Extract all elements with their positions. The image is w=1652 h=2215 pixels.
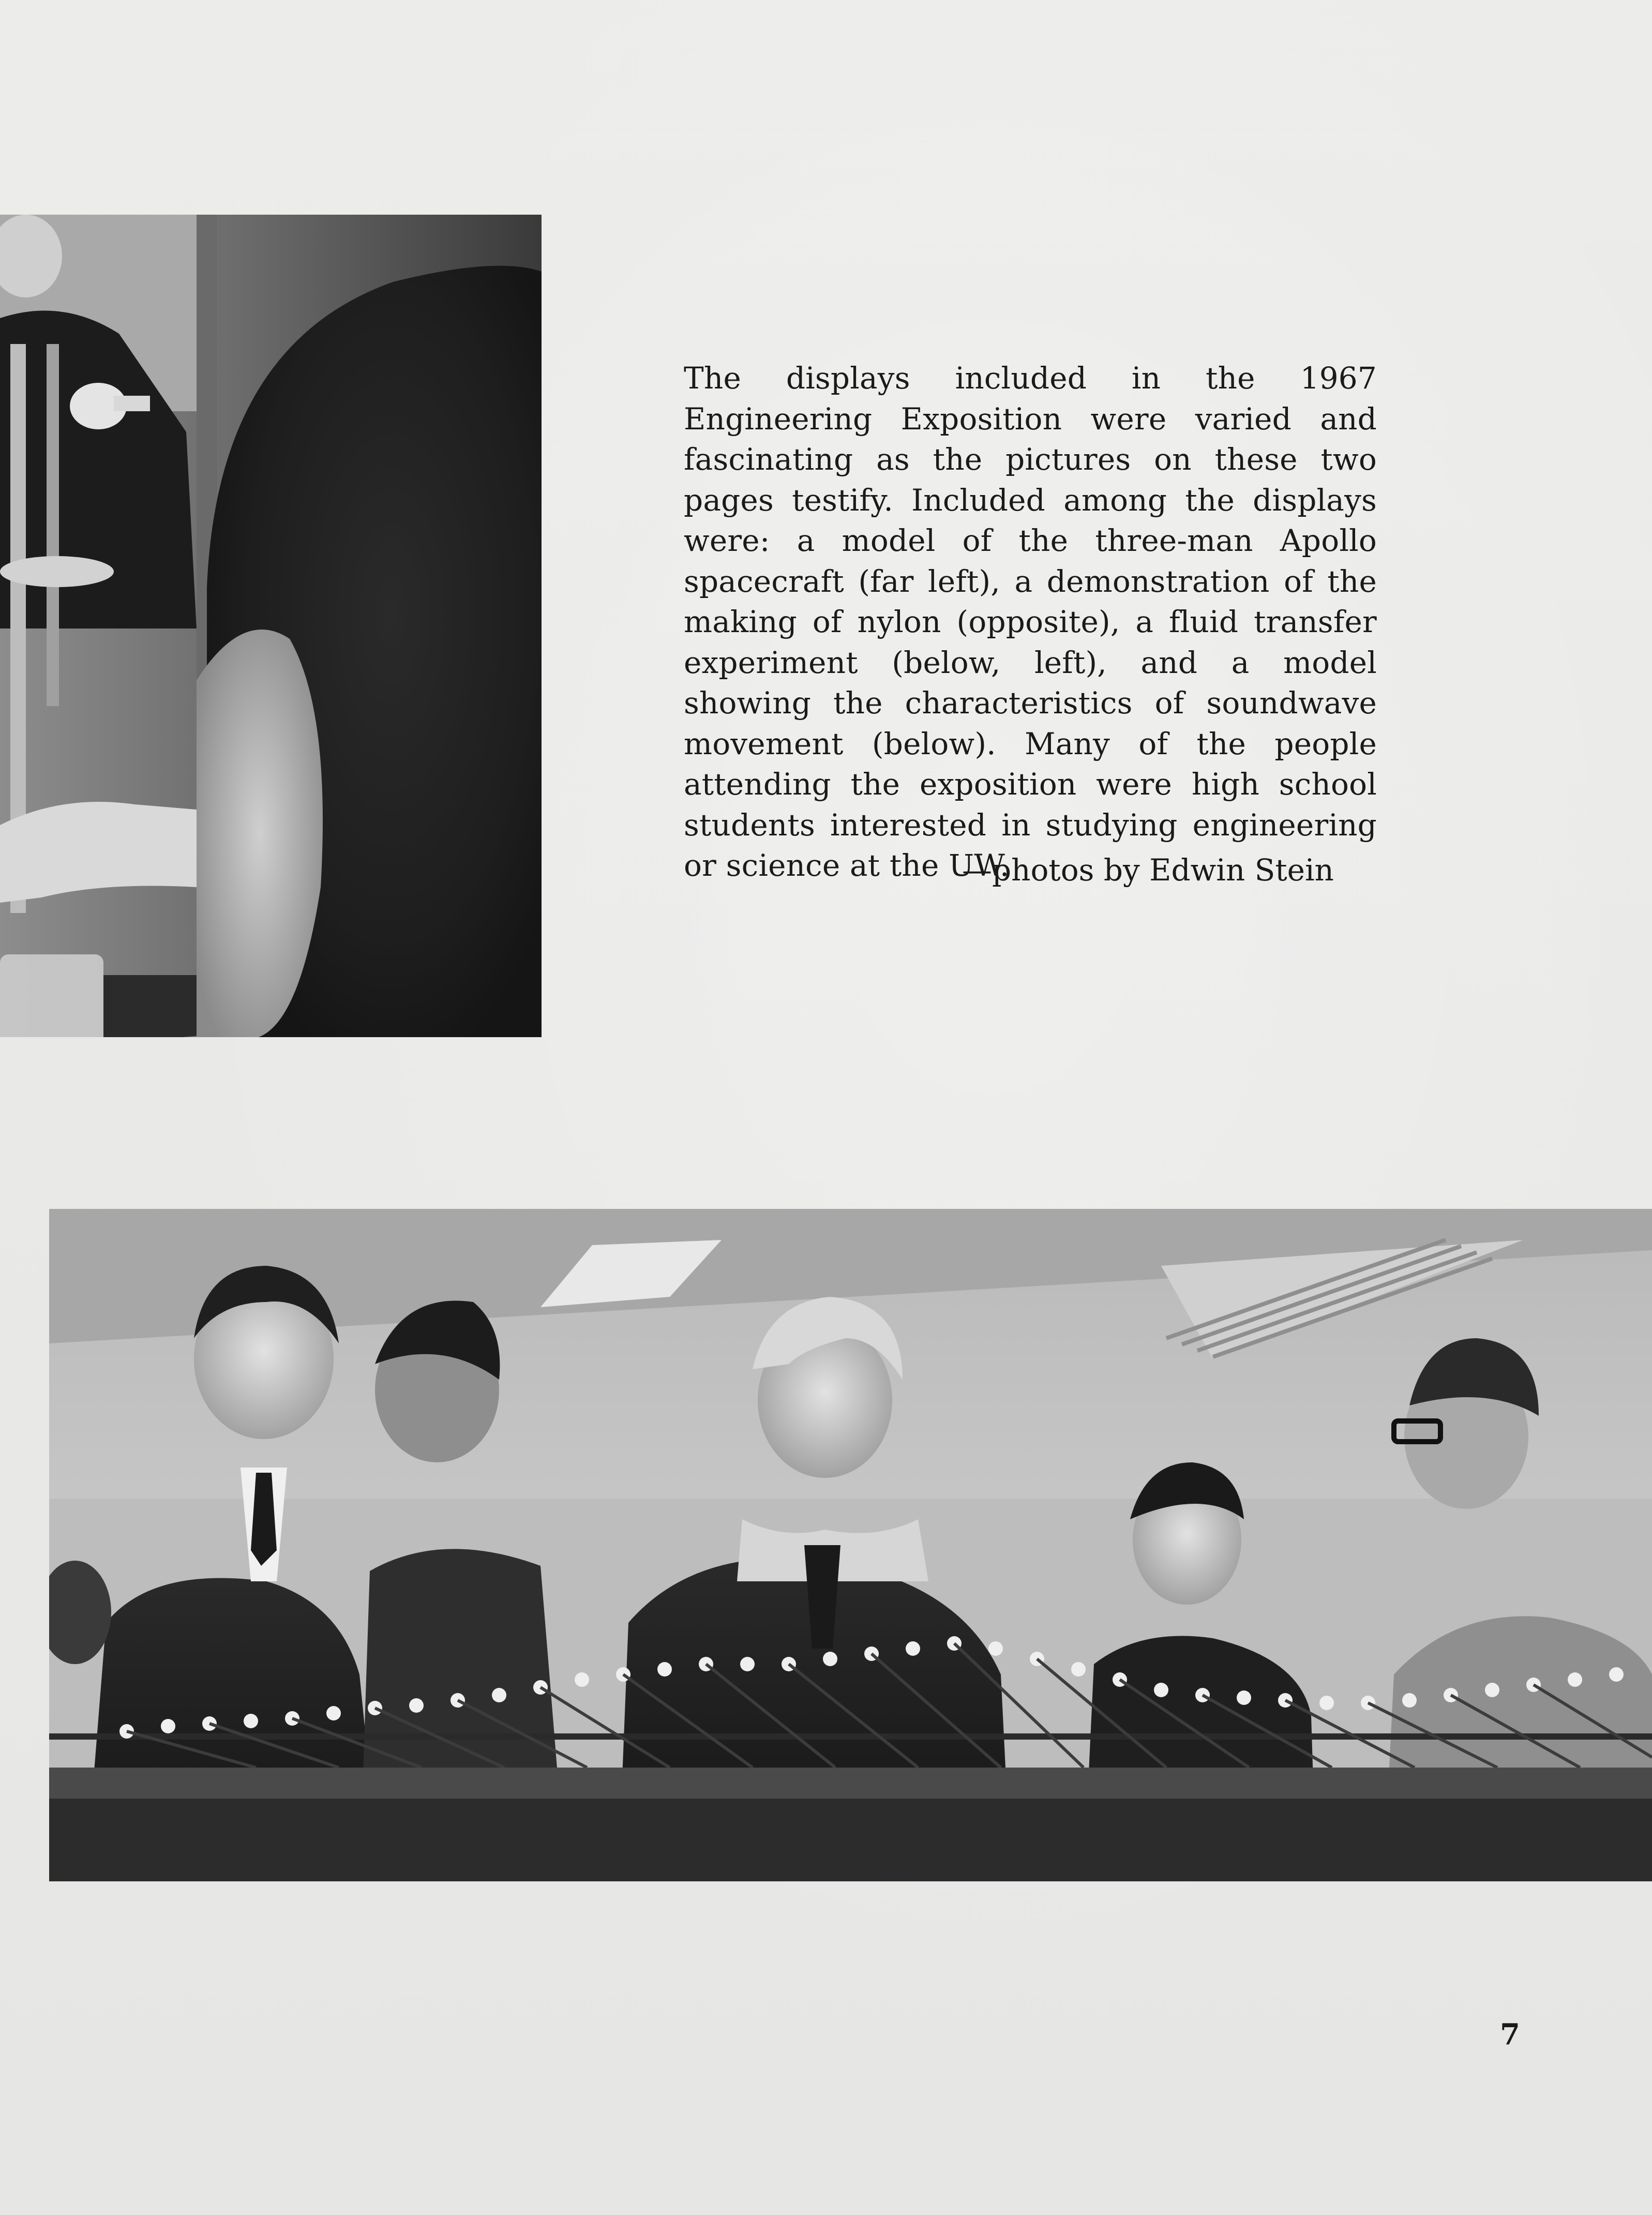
photo-credit: —photos by Edwin Stein (962, 852, 1334, 888)
photo-caption (684, 358, 1377, 886)
sound-wave-model-photo (49, 1209, 1652, 1881)
fluid-transfer-experiment-photo (0, 215, 542, 1037)
page-number: 7 (1500, 2017, 1520, 2052)
caption-text: The displays included in the 1967 Engineering Exposition were varied and fascinating as the pictures on these two pages testify. Included among the displays were: a model of the three-man Apollo spacecraft (far left), a demonstration of the making of nylon (opposite), a fluid transfer experiment (below, left), and a model showing the characteristics of soundwave movement (below). Many of the people attending the exposition were high school students interested in studying engineering or science at the UW. (684, 361, 1377, 883)
sound-wave-photo-graphic (49, 1209, 1652, 1881)
fluid-transfer-photo-graphic (0, 215, 542, 1037)
